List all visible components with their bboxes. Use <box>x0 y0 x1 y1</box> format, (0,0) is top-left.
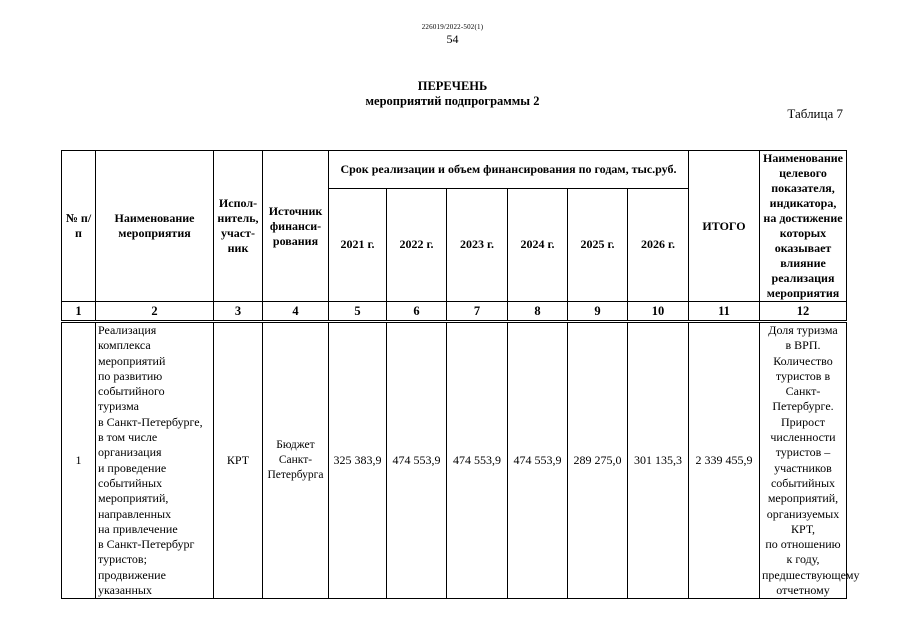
row-source-line: Бюджет <box>276 438 315 451</box>
header-name: Наименование мероприятия <box>96 151 214 302</box>
document-id: 226019/2022-502(1) <box>421 23 484 31</box>
row-executor: КРТ <box>214 322 263 599</box>
row-indicator <box>760 322 860 599</box>
header-year: 2025 г. <box>568 188 628 301</box>
row-name-line: в том числе <box>98 430 158 445</box>
column-number: 9 <box>568 302 628 322</box>
row-name-line: на привлечение <box>98 521 178 536</box>
row-indicator-line: к году, <box>786 552 820 567</box>
header-indicator: Наименование целевого показателя, индикатора, на достижение которых оказывает влияние реализация мероприятия <box>760 151 847 302</box>
row-num: 1 <box>62 322 96 599</box>
row-name-line: указанных <box>98 583 152 598</box>
header-year: 2022 г. <box>387 188 447 301</box>
row-year-value: 474 553,9 <box>387 322 447 599</box>
column-number: 2 <box>96 302 214 322</box>
row-indicator-line: событийных <box>770 475 836 490</box>
row-year-value: 289 275,0 <box>568 322 628 599</box>
row-total: 2 339 455,9 <box>689 322 760 599</box>
column-number: 10 <box>628 302 689 322</box>
row-indicator-line: по отношению <box>765 537 841 552</box>
row-indicator-line: предшествующему <box>762 567 860 582</box>
row-name <box>96 322 214 599</box>
activities-table <box>61 150 860 599</box>
row-source <box>263 322 329 599</box>
row-year-value: 474 553,9 <box>447 322 508 599</box>
row-name-line: в Санкт-Петербург <box>98 537 195 552</box>
column-number: 6 <box>387 302 447 322</box>
header-executor: Испол-нитель, участ-ник <box>214 151 263 302</box>
column-number: 11 <box>689 302 760 322</box>
row-name-line: комплекса <box>98 338 151 353</box>
row-name-line: туристов; <box>98 552 147 567</box>
row-indicator-line: Санкт-Петербурге. <box>772 384 834 414</box>
row-source-line: Санкт- <box>278 454 313 467</box>
header-num: № п/п <box>62 151 96 302</box>
header-year: 2026 г. <box>628 188 689 301</box>
row-name-line: туризма <box>98 399 139 414</box>
header-source: Источник финанси-рования <box>263 151 329 302</box>
row-name-line: событийных <box>98 475 163 490</box>
row-indicator-line: Количество <box>773 353 833 368</box>
row-name-line: по развитию <box>98 368 163 383</box>
row-indicator-line: туристов – <box>775 445 831 460</box>
row-indicator-line: численности <box>770 430 836 445</box>
header-year: 2024 г. <box>508 188 568 301</box>
page-number: 54 <box>446 32 459 46</box>
row-name-line: Реализация <box>98 323 157 337</box>
header-total: ИТОГО <box>689 151 760 302</box>
row-name-line: организация <box>98 445 162 460</box>
row-year-value: 301 135,3 <box>628 322 689 599</box>
column-number: 1 <box>62 302 96 322</box>
column-number: 12 <box>760 302 847 322</box>
row-name-line: событийного <box>98 384 165 399</box>
page-title: ПЕРЕЧЕНЬ <box>417 79 488 93</box>
column-number: 4 <box>263 302 329 322</box>
header-year: 2021 г. <box>329 188 387 301</box>
table-row <box>62 322 847 599</box>
row-year-value: 325 383,9 <box>329 322 387 599</box>
row-indicator-line: туристов в <box>775 368 831 383</box>
row-name-line: продвижение <box>98 567 166 582</box>
row-source-line: Петербурга <box>267 469 324 482</box>
row-name-line: мероприятий, <box>98 491 169 506</box>
row-indicator-line: Прирост <box>781 414 825 429</box>
row-year-value: 474 553,9 <box>508 322 568 599</box>
table-label: Таблица 7 <box>787 106 843 121</box>
column-number: 3 <box>214 302 263 322</box>
row-indicator-line: организуемых КРТ, <box>766 506 840 536</box>
row-name-line: мероприятий <box>98 353 166 368</box>
row-name-line: направленных <box>98 506 172 521</box>
row-indicator-line: отчетному <box>776 583 830 598</box>
row-indicator-line: участников <box>774 460 832 475</box>
column-number: 7 <box>447 302 508 322</box>
header-period-group: Срок реализации и объем финансирования по годам, тыс.руб. <box>329 151 689 189</box>
page-subtitle: мероприятий подпрограммы 2 <box>365 94 540 108</box>
column-number: 5 <box>329 302 387 322</box>
row-name-line: в Санкт-Петербурге, <box>98 414 203 429</box>
row-name-line: и проведение <box>98 460 167 475</box>
column-number-row <box>62 302 847 322</box>
row-indicator-line: Доля туризма <box>768 323 838 337</box>
row-indicator-line: мероприятий, <box>767 491 839 506</box>
column-number: 8 <box>508 302 568 322</box>
header-year: 2023 г. <box>447 188 508 301</box>
row-indicator-line: в ВРП. <box>785 338 821 353</box>
